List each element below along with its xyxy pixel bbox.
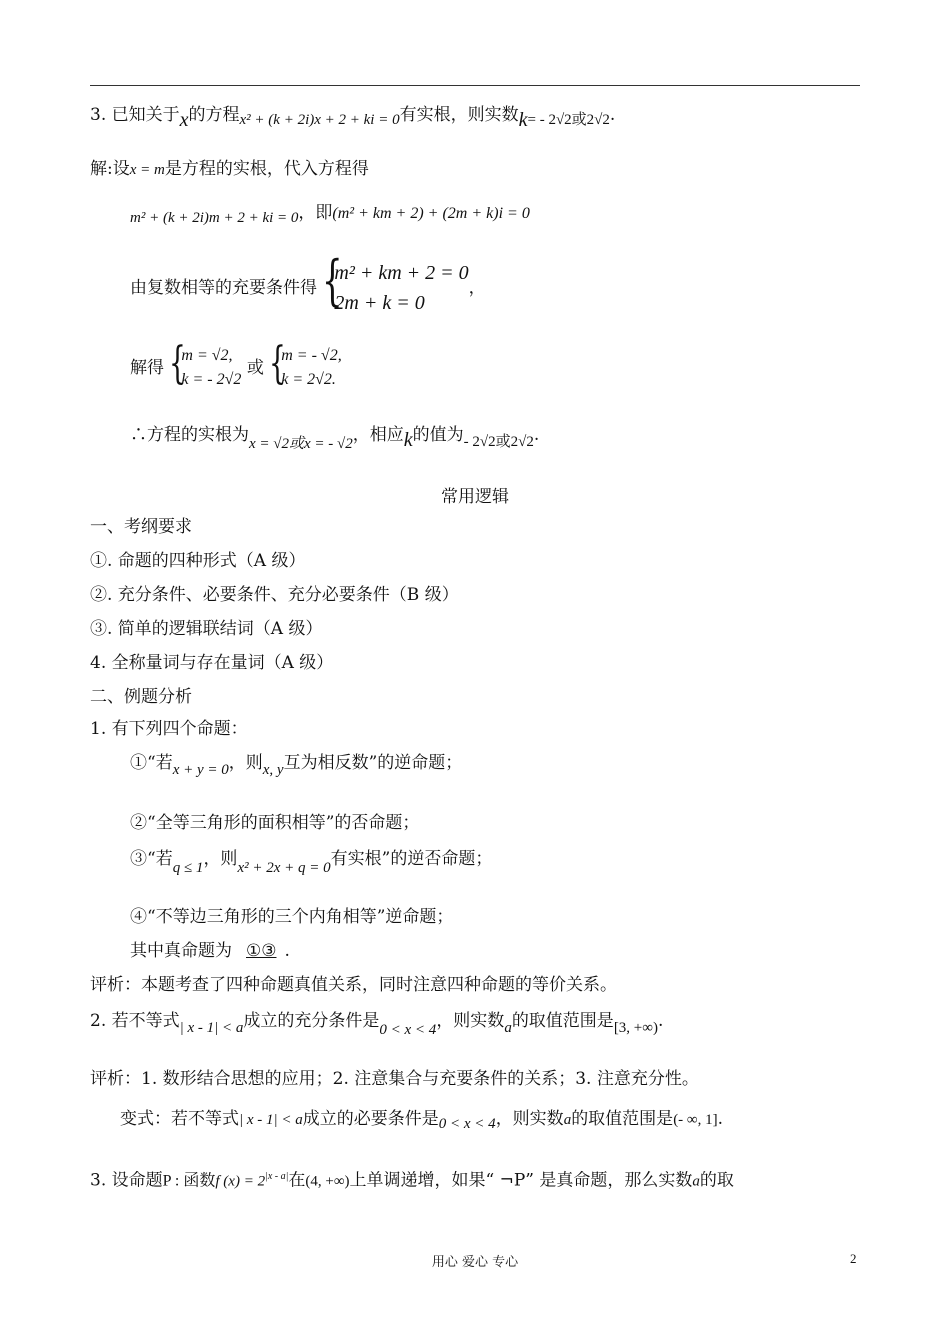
- header-rule: [90, 85, 860, 86]
- example-1-item-a: [130, 752, 462, 781]
- example-2-variant: [120, 1108, 723, 1135]
- proposition: P : 函数: [162, 1172, 216, 1190]
- text: ，则实数: [436, 1011, 505, 1031]
- problem-3-label: 3. 已知关于: [90, 105, 180, 125]
- interval: (4, +∞): [305, 1173, 350, 1190]
- brace: {: [169, 338, 187, 389]
- equation: q ≤ 1: [172, 860, 204, 876]
- brace: {: [322, 249, 344, 312]
- inequality: 0 < x < 4: [438, 1116, 496, 1132]
- text: 成立的充分条件是: [243, 1011, 380, 1031]
- answer: - 2√2或2√2: [463, 434, 534, 450]
- equation: 2m + k = 0: [334, 292, 425, 314]
- equation: x² + (k + 2i)x + 2 + ki = 0: [239, 112, 400, 128]
- outline-heading-1: 一、考纲要求: [90, 517, 192, 537]
- var-a: a: [692, 1173, 700, 1190]
- var-k: k: [403, 429, 413, 451]
- var-a: a: [504, 1020, 512, 1036]
- text: ①“若: [130, 753, 173, 773]
- equation: m = - √2,: [281, 347, 342, 364]
- example-3-stem: [90, 1166, 734, 1193]
- brace: {: [269, 338, 287, 389]
- text: 是方程的实根，代入方程得: [164, 159, 369, 179]
- answer: (- ∞, 1]: [673, 1112, 718, 1128]
- equation: x = m: [129, 162, 165, 178]
- text: 有实根，则实数: [399, 105, 519, 125]
- text: ∴方程的实根为: [130, 425, 249, 445]
- text: 或: [246, 358, 264, 378]
- equation: x² + 2x + q = 0: [237, 860, 331, 876]
- example-1-item-d: ④“不等边三角形的三个内角相等”逆命题；: [130, 907, 454, 927]
- answer: = - 2√2或2√2: [527, 112, 610, 128]
- equation: m² + km + 2 = 0: [334, 262, 469, 284]
- var-x: x: [179, 109, 189, 131]
- equation-system: [269, 338, 342, 392]
- text: 在: [288, 1170, 306, 1191]
- page-number: 2: [850, 1251, 857, 1266]
- equation: x, y: [262, 762, 284, 778]
- text: 的取: [699, 1170, 734, 1191]
- text: 解:设: [90, 159, 130, 179]
- text: 成立的必要条件是: [302, 1109, 439, 1129]
- equation: x + y = 0: [172, 762, 229, 778]
- inequality: 0 < x < 4: [379, 1022, 437, 1038]
- example-1-stem: 1. 有下列四个命题：: [90, 719, 248, 739]
- period: .: [657, 1011, 664, 1031]
- period: .: [609, 105, 616, 125]
- equation: m² + (k + 2i)m + 2 + ki = 0: [130, 210, 299, 226]
- equation: k = - 2√2: [181, 371, 242, 388]
- function: f (x) = 2: [215, 1173, 266, 1190]
- period: .: [533, 425, 540, 445]
- page-footer: 用心 爱心 专心: [431, 1255, 519, 1270]
- solution-result: [130, 338, 342, 392]
- text: 互为相反数”的逆命题；: [283, 753, 463, 773]
- period: .: [284, 941, 290, 961]
- text: 上单调递增，如果“ ¬P” 是真命题，那么实数: [349, 1170, 693, 1191]
- var-a: a: [563, 1112, 572, 1128]
- solution-substitution: [130, 202, 530, 229]
- equation-system: [322, 249, 469, 318]
- text: 的值为: [412, 425, 464, 445]
- equation: (m² + km + 2) + (2m + k)i = 0: [332, 205, 530, 222]
- text: ，相应: [352, 425, 404, 445]
- example-1-comment: 评析：本题考查了四种命题真值关系，同时注意四种命题的等价关系。: [90, 975, 617, 995]
- answer: ①③: [246, 941, 277, 961]
- outline-item-2: ②. 充分条件、必要条件、充分必要条件（B 级）: [90, 585, 459, 605]
- solution-condition: [130, 249, 486, 318]
- equation: k = 2√2.: [281, 371, 336, 388]
- text: 解得: [130, 358, 164, 378]
- text: ，则: [228, 753, 263, 773]
- equation: m = √2,: [181, 347, 233, 364]
- solution-intro: [90, 158, 369, 181]
- text: 的取值范围是: [511, 1011, 614, 1031]
- outline-item-1: ①. 命题的四种形式（A 级）: [90, 551, 306, 571]
- outline-item-3: ③. 简单的逻辑联结词（A 级）: [90, 619, 323, 639]
- exponent: |x - a|: [265, 1171, 289, 1182]
- text: ③“若: [130, 849, 173, 869]
- text: 3. 设命题: [90, 1170, 163, 1191]
- section-title: 常用逻辑: [441, 487, 509, 507]
- example-1-item-b: ②“全等三角形的面积相等”的否命题；: [130, 813, 420, 833]
- text: 有实根”的逆否命题；: [330, 849, 493, 869]
- answer: [3, +∞): [613, 1020, 658, 1036]
- text: 变式：若不等式: [120, 1109, 239, 1129]
- text: 的取值范围是: [571, 1109, 674, 1129]
- equation: x = √2或x = - √2: [249, 436, 353, 452]
- outline-item-4: 4. 全称量词与存在量词（A 级）: [90, 653, 334, 673]
- problem-3: [90, 104, 615, 131]
- example-2-comment: 评析：1. 数形结合思想的应用；2. 注意集合与充要条件的关系；3. 注意充分性。: [90, 1069, 699, 1089]
- text: ，则: [203, 849, 238, 869]
- text: 其中真命题为: [130, 941, 232, 961]
- equation-system: [169, 338, 242, 392]
- outline-heading-2: 二、例题分析: [90, 687, 192, 707]
- example-1-item-c: [130, 848, 492, 879]
- text: 2. 若不等式: [90, 1011, 180, 1031]
- text: ，: [468, 278, 486, 298]
- example-1-answer: [130, 940, 290, 962]
- solution-conclusion: [130, 424, 539, 455]
- text: ，即: [298, 203, 333, 223]
- var-k: k: [518, 109, 528, 131]
- text: 的方程: [188, 105, 240, 125]
- text: ，则实数: [495, 1109, 564, 1129]
- example-2-stem: [90, 1010, 663, 1041]
- inequality: | x - 1| < a: [179, 1020, 244, 1036]
- period: .: [717, 1109, 724, 1129]
- inequality: | x - 1| < a: [239, 1112, 303, 1128]
- text: 由复数相等的充要条件得: [130, 278, 317, 298]
